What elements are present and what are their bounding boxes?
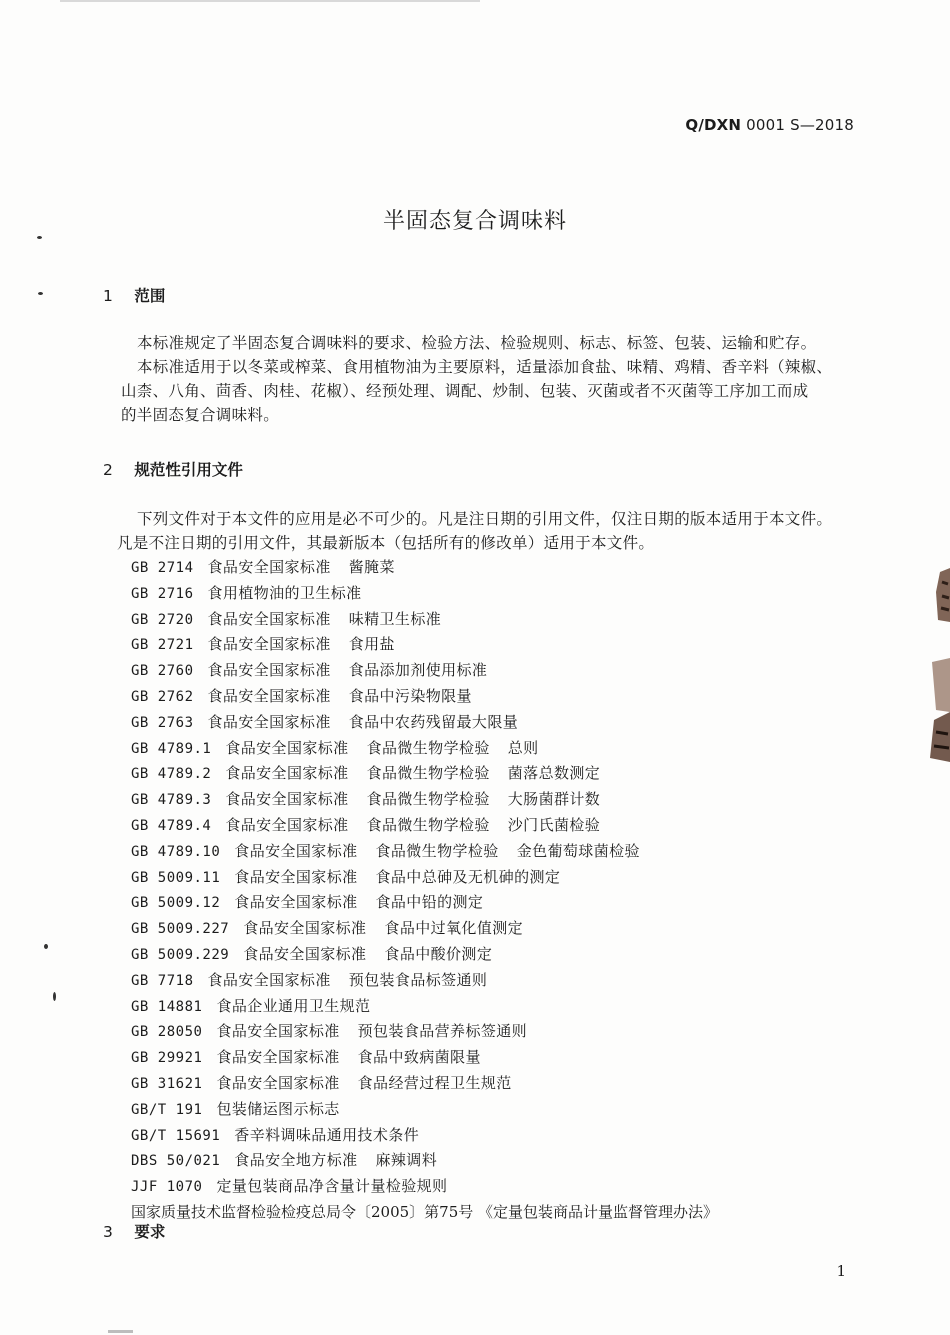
standard-code-prefix: Q/DXN: [685, 116, 742, 134]
section-3-number: 3: [103, 1223, 113, 1241]
reference-title-part: 麻辣调料: [375, 1151, 438, 1170]
section-2-number: 2: [103, 461, 113, 479]
reference-title-part: 食品安全国家标准: [207, 558, 331, 576]
reference-title-part: 食品安全国家标准: [216, 1022, 340, 1041]
section-2-title: 规范性引用文件: [134, 461, 243, 479]
scan-speck: [53, 992, 56, 1001]
reference-item: [131, 736, 718, 762]
normative-line-2: 凡是不注日期的引用文件，其最新版本（包括所有的修改单）适用于本文件。: [117, 534, 655, 552]
reference-code: GB 2763: [131, 714, 194, 731]
reference-title-part: 金色葡萄球菌检验: [516, 841, 640, 860]
reference-code: GB 2716: [131, 585, 194, 602]
reference-item: [131, 890, 718, 916]
reference-title-part: 食品安全国家标准: [234, 893, 358, 912]
section-2-heading: [103, 458, 243, 480]
standard-code-number: 0001 S—2018: [746, 116, 854, 134]
reference-item: [131, 942, 718, 968]
reference-title-part: 香辛料调味品通用技术条件: [234, 1125, 420, 1144]
reference-title-part: 总则: [507, 738, 539, 757]
reference-code: GB 4789.4: [131, 817, 212, 834]
scan-speck: [38, 292, 43, 295]
reference-item: [131, 761, 718, 787]
reference-title-part: 食品中总砷及无机砷的测定: [375, 867, 561, 886]
scope-line-1: 本标准规定了半固态复合调味料的要求、检验方法、检验规则、标志、标签、包装、运输和贮存。: [137, 334, 817, 352]
reference-item: [131, 916, 718, 942]
section-3-heading: [103, 1220, 165, 1242]
reference-code: GB 7718: [131, 972, 194, 989]
reference-title-part: 沙门氏菌检验: [507, 815, 601, 834]
reference-title-part: 食品中铅的测定: [375, 893, 484, 912]
reference-title-part: 食品安全国家标准: [225, 738, 349, 757]
scope-line-2: 本标准适用于以冬菜或榨菜、食用植物油为主要原料，适量添加食盐、味精、鸡精、香辛料（辣椒、: [137, 358, 833, 376]
reference-title-part: 食品安全国家标准: [234, 867, 358, 886]
reference-item: [131, 994, 718, 1020]
seal-stamp-edge: [922, 562, 950, 782]
reference-title-part: 食品安全国家标准: [207, 635, 331, 654]
reference-item: [131, 1123, 718, 1149]
reference-decree: 国家质量技术监督检验检疫总局令〔2005〕第75号 《定量包装商品计量监督管理办法》: [131, 1202, 719, 1221]
reference-code: GB 4789.10: [131, 843, 221, 860]
reference-code: GB 2714: [131, 560, 194, 576]
section-3-title: 要求: [134, 1223, 166, 1241]
reference-code: DBS 50/021: [131, 1153, 221, 1170]
normative-line-1: 下列文件对于本文件的应用是必不可少的。凡是注日期的引用文件，仅注日期的版本适用于本文件。: [137, 510, 833, 528]
reference-title-part: 食品中污染物限量: [348, 686, 472, 705]
reference-title-part: 酱腌菜: [348, 558, 395, 576]
reference-item: [131, 684, 718, 710]
reference-item: [131, 710, 718, 736]
document-title: 半固态复合调味料: [382, 209, 567, 234]
reference-title-part: 食品微生物学检验: [366, 815, 490, 834]
reference-title-part: 菌落总数测定: [507, 764, 601, 783]
reference-title-part: 预包装食品标签通则: [348, 970, 488, 989]
reference-title-part: 食品安全国家标准: [243, 919, 367, 938]
reference-item: [131, 968, 718, 994]
reference-item: [131, 1019, 718, 1045]
reference-title-part: 食品安全国家标准: [225, 764, 349, 783]
reference-code: GB 4789.2: [131, 766, 212, 783]
reference-title-part: 食品中酸价测定: [384, 944, 493, 963]
reference-title-part: 食品添加剂使用标准: [348, 661, 488, 680]
reference-list: [131, 555, 718, 1225]
page-number: 1: [836, 1262, 846, 1280]
reference-title-part: 食品安全地方标准: [234, 1151, 358, 1170]
reference-title-part: 食品微生物学检验: [366, 790, 490, 809]
reference-code: GB 2760: [131, 663, 194, 680]
scan-speck: [37, 236, 42, 239]
reference-item: [131, 607, 718, 633]
standard-code: [685, 116, 854, 134]
reference-title-part: 食品安全国家标准: [207, 661, 331, 680]
reference-code: GB 5009.12: [131, 895, 221, 912]
reference-title-part: 食用植物油的卫生标准: [207, 583, 362, 602]
reference-code: GB 29921: [131, 1050, 203, 1067]
reference-code: GB 14881: [131, 998, 203, 1015]
reference-item: [131, 1174, 718, 1200]
normative-paragraph: [117, 507, 861, 555]
reference-item: [131, 658, 718, 684]
reference-title-part: 食品安全国家标准: [207, 686, 331, 705]
reference-code: GB 28050: [131, 1024, 203, 1041]
reference-title-part: 预包装食品营养标签通则: [357, 1022, 528, 1041]
reference-title-part: 食品安全国家标准: [207, 609, 331, 628]
reference-title-part: 食品中致病菌限量: [357, 1048, 481, 1067]
reference-title-part: 食品经营过程卫生规范: [357, 1073, 512, 1092]
section-1-heading: [103, 284, 165, 306]
reference-item: [131, 1097, 718, 1123]
reference-title-part: 食品微生物学检验: [366, 764, 490, 783]
reference-code: GB/T 191: [131, 1101, 203, 1118]
reference-code: GB 2762: [131, 688, 194, 705]
reference-title-part: 食品安全国家标准: [207, 970, 331, 989]
reference-code: GB 4789.3: [131, 792, 212, 809]
reference-title-part: 包装储运图示标志: [216, 1099, 340, 1118]
reference-title-part: 食品安全国家标准: [225, 790, 349, 809]
reference-item: [131, 581, 718, 607]
scan-speck: [44, 944, 48, 949]
reference-item: [131, 813, 718, 839]
scope-line-3: 山柰、八角、茴香、肉桂、花椒）、经预处理、调配、炒制、包装、灭菌或者不灭菌等工序加工而成: [121, 382, 809, 400]
reference-code: GB 2721: [131, 637, 194, 654]
reference-code: JJF 1070: [131, 1179, 203, 1196]
reference-title-part: 食品安全国家标准: [225, 815, 349, 834]
reference-item: [131, 787, 718, 813]
reference-title-part: 大肠菌群计数: [507, 790, 601, 809]
reference-title-part: 食品中过氧化值测定: [384, 919, 524, 938]
reference-title-part: 定量包装商品净含量计量检验规则: [216, 1177, 448, 1196]
reference-code: GB 2720: [131, 611, 194, 628]
scope-line-4: 的半固态复合调味料。: [121, 406, 280, 424]
section-1-number: 1: [103, 287, 113, 305]
reference-item: [131, 865, 718, 891]
reference-title-part: 食品安全国家标准: [207, 712, 331, 731]
reference-title-part: 食品安全国家标准: [216, 1048, 340, 1067]
reference-title-part: 食品企业通用卫生规范: [216, 996, 371, 1015]
reference-title-part: 食品微生物学检验: [375, 841, 499, 860]
reference-code: GB 31621: [131, 1075, 203, 1092]
scope-paragraph: [121, 331, 861, 427]
reference-title-part: 食品微生物学检验: [366, 738, 490, 757]
reference-title-part: 食品安全国家标准: [243, 944, 367, 963]
reference-title-part: 味精卫生标准: [348, 609, 442, 628]
reference-code: GB 5009.11: [131, 869, 221, 886]
reference-code: GB 5009.227: [131, 921, 230, 938]
reference-title-part: 食品安全国家标准: [234, 841, 358, 860]
reference-title-part: 食用盐: [348, 635, 395, 654]
section-1-title: 范围: [134, 287, 166, 305]
reference-code: GB 4789.1: [131, 740, 212, 757]
scan-top-edge: [60, 0, 480, 2]
reference-item: [131, 555, 718, 581]
reference-item: [131, 632, 718, 658]
reference-item: [131, 1045, 718, 1071]
reference-item: [131, 839, 718, 865]
reference-code: GB/T 15691: [131, 1127, 221, 1144]
reference-item: [131, 1148, 718, 1174]
reference-item: [131, 1071, 718, 1097]
reference-title-part: 食品中农药残留最大限量: [348, 712, 519, 731]
reference-code: GB 5009.229: [131, 946, 230, 963]
reference-title-part: 食品安全国家标准: [216, 1073, 340, 1092]
scan-bottom-edge: [108, 1330, 133, 1333]
